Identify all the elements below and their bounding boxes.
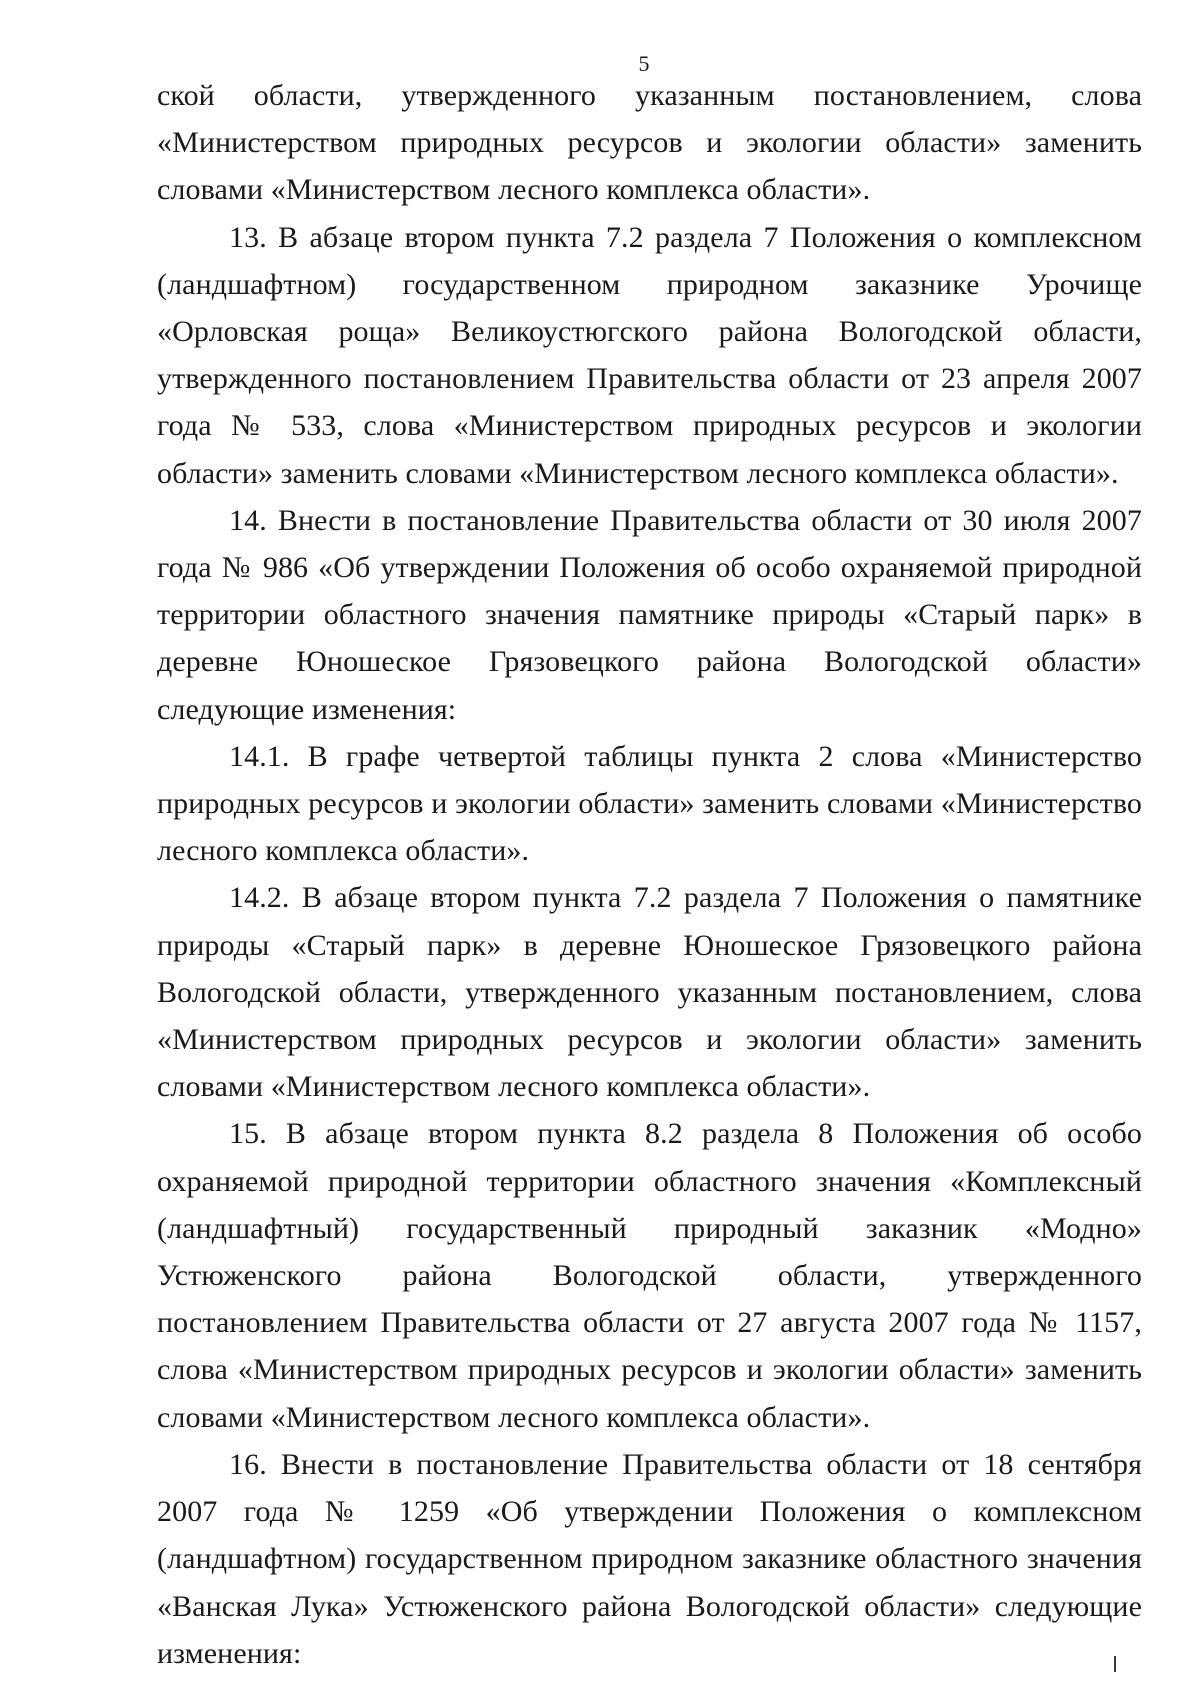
- document-body: [157, 72, 1142, 1677]
- scan-mark: [1114, 1656, 1116, 1672]
- paragraph-16: 16. Внести в постановление Правительства области от 18 сентября 2007 года № 1259 «Об утверждении Положения о комплексном (ландшафтном) государственном природном заказнике областного значения «Ванская Лука» Устюженского района Вологодской области» следующие изменения:: [157, 1447, 1142, 1670]
- paragraph-13: 13. В абзаце втором пункта 7.2 раздела 7 Положения о комплексном (ландшафтном) государственном природном заказнике Урочище «Орловская роща» Великоустюгского района Вологодской области, утвержденного постановлением Правительства области от 23 апреля 2007 года № 533, слова «Министерством природных ресурсов и экологии области» заменить словами «Министерством лесного комплекса области».: [157, 220, 1142, 490]
- paragraph-15: 15. В абзаце втором пункта 8.2 раздела 8 Положения об особо охраняемой природной территории областного значения «Комплексный (ландшафтный) государственный природный заказник «Модно» Устюженского района Вологодской области, утвержденного постановлением Правительства области от 27 августа 2007 года № 1157, слова «Министерством природных ресурсов и экологии области» заменить словами «Министерством лесного комплекса области».: [157, 1117, 1142, 1434]
- page-number: 5: [638, 51, 650, 76]
- paragraph-14-1: 14.1. В графе четвертой таблицы пункта 2 слова «Министерство природных ресурсов и экологии области» заменить словами «Министерство лесного комплекса области».: [157, 739, 1142, 868]
- paragraph-continuation: ской области, утвержденного указанным постановлением, слова «Министерством природных ресурсов и экологии области» заменить словами «Министерством лесного комплекса области».: [157, 79, 1142, 207]
- paragraph-14-2: 14.2. В абзаце втором пункта 7.2 раздела 7 Положения о памятнике природы «Старый парк» в деревне Юношеское Грязовецкого района Вологодской области, утвержденного указанным постановлением, слова «Министерством природных ресурсов и экологии области» заменить словами «Министерством лесного комплекса области».: [157, 881, 1142, 1104]
- paragraph-14: 14. Внести в постановление Правительства области от 30 июля 2007 года № 986 «Об утверждении Положения об особо охраняемой природной территории областного значения памятнике природы «Старый парк» в деревне Юношеское Грязовецкого района Вологодской области» следующие изменения:: [157, 503, 1142, 726]
